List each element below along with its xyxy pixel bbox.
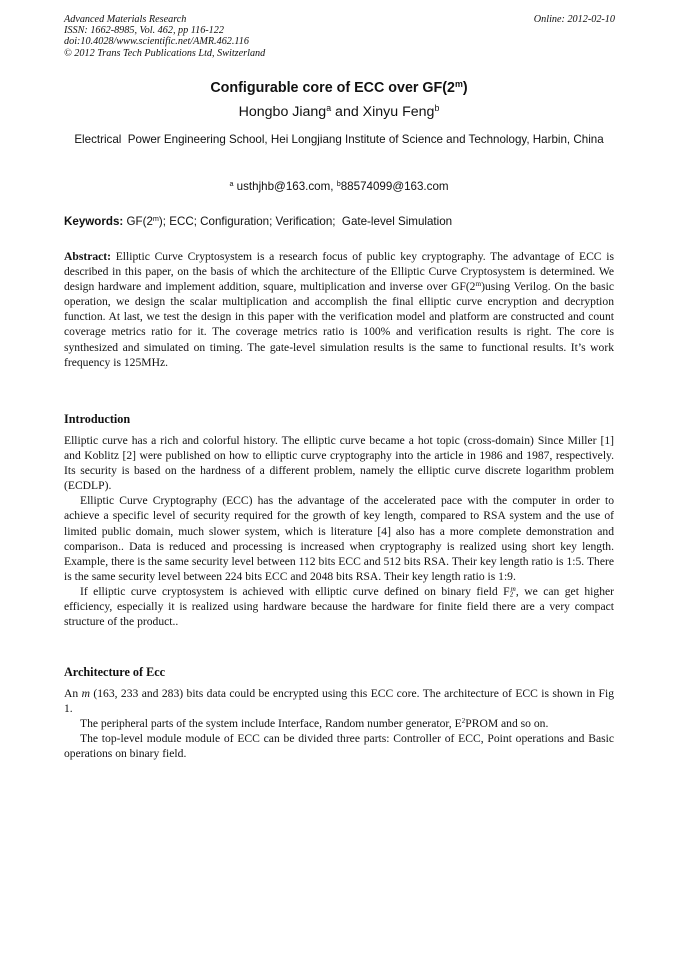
email-a: usthjhb@163.com, bbox=[233, 180, 337, 193]
author-2-mark: b bbox=[434, 103, 440, 114]
paper-title bbox=[0, 80, 678, 96]
abstract bbox=[64, 249, 614, 370]
arch-p2-text-a: The peripheral parts of the system include Interface, Random number generator, E bbox=[80, 717, 462, 731]
journal-header bbox=[64, 14, 265, 59]
online-date: Online: 2012-02-10 bbox=[533, 14, 615, 25]
keywords-sup: m bbox=[152, 214, 159, 224]
emails bbox=[0, 180, 678, 193]
arch-p2-sup: 2 bbox=[461, 717, 466, 726]
issn-line: ISSN: 1662-8985, Vol. 462, pp 116-122 bbox=[64, 25, 224, 37]
email-b: 88574099@163.com bbox=[340, 180, 449, 193]
intro-paragraph-1: Elliptic curve has a rich and colorful history. The elliptic curve became a hot topic (cross-domain) Since Miller [1] and Koblitz [2] were published on how to elliptic curve cryptography into the article in 1986 and 1987, respectively. Its security is based on the hardness of a different problem, namely the elliptic curve discrete logarithm problem (ECDLP). bbox=[64, 434, 614, 493]
intro-paragraph-2: Elliptic Curve Cryptography (ECC) has the advantage of the accelerated pace with the computer in order to achieve a specific level of security required for the growth of key length, compared to RSA system and the use of limited public domain, much slower system, which is literature [4] also has a more complete demonstration and comparison.. Data is reduced and processing is increased when cryptography is realized using short key length. Example, there is the same security level between 112 bits ECC and 512 bits RSA. Their key length ratio is 1:5. There is the same security level between 224 bits ECC and 2048 bits RSA. Their key length ratio is 1:9. bbox=[64, 494, 614, 583]
intro-p3-text-a: If elliptic curve cryptosystem is achieved with elliptic curve defined on binary field F bbox=[80, 584, 510, 598]
intro-paragraph-3 bbox=[64, 584, 614, 629]
title-superscript: m bbox=[455, 79, 463, 90]
affiliation: Electrical Power Engineering School, Hei Longjiang Institute of Science and Technology, Harbin, China bbox=[74, 133, 604, 146]
keywords bbox=[64, 215, 614, 228]
doi-line: doi:10.4028/www.scientific.net/AMR.462.116 bbox=[64, 36, 249, 48]
email-b-mark: b bbox=[336, 179, 341, 189]
architecture-body bbox=[64, 686, 614, 761]
abstract-label: Abstract: bbox=[64, 250, 116, 263]
field-subscript: 2 bbox=[509, 590, 514, 599]
keywords-post: ); ECC; Configuration; Verification; Gate-level Simulation bbox=[158, 215, 453, 228]
arch-paragraph-3: The top-level module module of ECC can be divided three parts: Controller of ECC, Point operations and Basic operations on binary field. bbox=[64, 732, 614, 761]
arch-paragraph-2 bbox=[64, 716, 614, 731]
arch-p1-text-a: An bbox=[64, 687, 82, 700]
author-separator: and bbox=[331, 104, 363, 120]
authors bbox=[0, 104, 678, 120]
journal-name: Advanced Materials Research bbox=[64, 14, 187, 25]
introduction-heading: Introduction bbox=[64, 412, 131, 426]
keywords-label: Keywords: bbox=[64, 215, 127, 228]
author-1-mark: a bbox=[326, 103, 332, 114]
architecture-heading: Architecture of Ecc bbox=[64, 665, 166, 679]
arch-p1-m: m bbox=[81, 687, 90, 700]
author-1: Hongbo Jiang bbox=[238, 104, 327, 120]
email-a-mark: a bbox=[229, 179, 234, 189]
introduction-body bbox=[64, 433, 614, 629]
copyright-line: © 2012 Trans Tech Publications Ltd, Switzerland bbox=[64, 47, 266, 59]
abstract-text-2: )using Verilog. On the basic operation, we design the scalar multiplication and accomplish the final elliptic curve encryption and decryption function. At last, we test the design in this paper with the verification model and platform are constructed and count coverage metrics ratio for it. The coverage metrics ratio is 100% and verification results is right. The core is synthesized and simulated on timing. The gate-level simulation results is the same to functional results. It’s work frequency is 125MHz. bbox=[64, 280, 614, 369]
title-text: Configurable core of ECC over GF(2 bbox=[210, 80, 455, 96]
field-superscript: m bbox=[510, 584, 516, 593]
abstract-sup: m bbox=[475, 280, 482, 289]
keywords-pre: GF(2 bbox=[126, 215, 153, 228]
abstract-text-1: Elliptic Curve Cryptosystem is a research focus of public key cryptography. The advantage of ECC is described in this paper, on the basis of which the architecture of the Elliptic Curve Cryptosystem is determined. We design hardware and implement addition, square, multiplication and inverse over GF(2 bbox=[64, 250, 614, 294]
intro-p3-text-b: , we can get higher efficiency, especially it is realized using hardware because the hardware for finite field there are a very compact structure of the product.. bbox=[64, 584, 614, 629]
arch-p2-text-b: PROM and so on. bbox=[465, 717, 549, 731]
arch-p1-text-b: (163, 233 and 283) bits data could be encrypted using this ECC core. The architecture of ECC is shown in Fig 1. bbox=[64, 687, 614, 716]
title-close: ) bbox=[462, 80, 468, 96]
arch-paragraph-1 bbox=[64, 686, 614, 716]
author-2: Xinyu Feng bbox=[362, 104, 435, 120]
